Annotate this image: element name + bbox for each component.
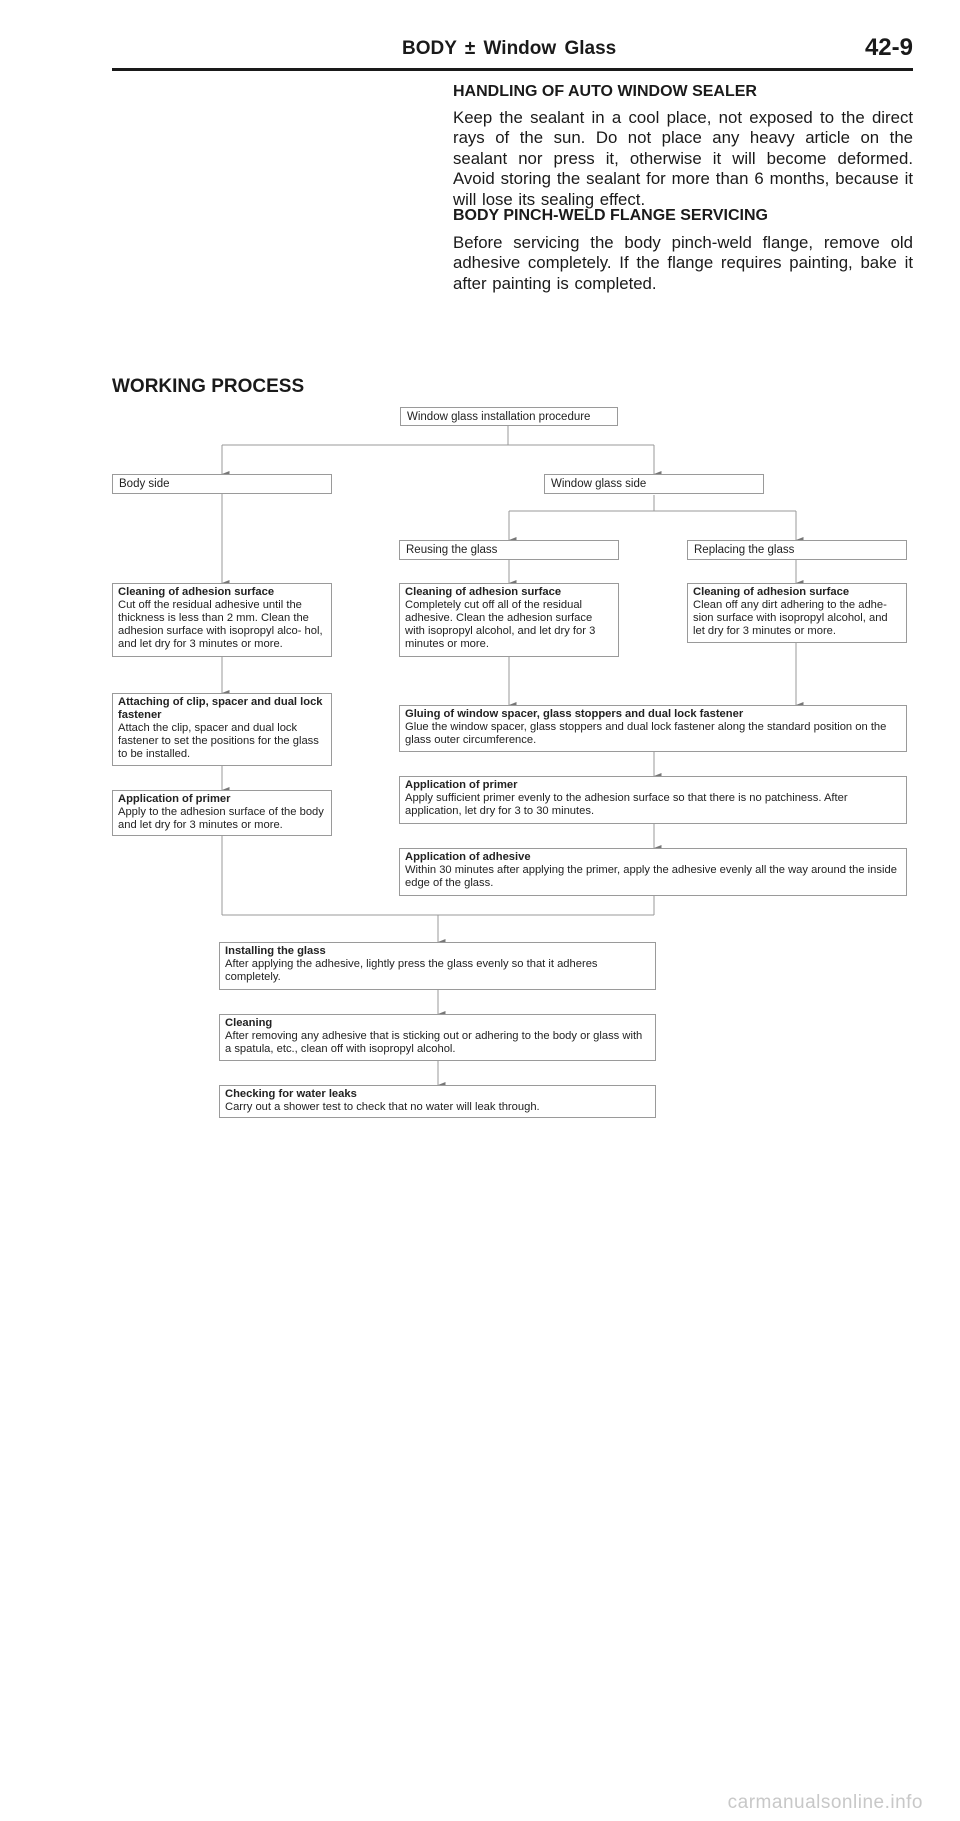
replacing-glass-label: Replacing the glass xyxy=(694,544,795,556)
step-text: Apply sufficient primer evenly to the adhesion surface so that there is no patchiness. After application, let dry for 3 to 30 minutes. xyxy=(405,792,848,817)
step-title: Cleaning of adhesion surface xyxy=(118,586,275,598)
step-text: Carry out a shower test to check that no water will leak through. xyxy=(225,1101,540,1113)
step-text: Within 30 minutes after applying the primer, apply the adhesive evenly all the way around the inside edge of the glass. xyxy=(405,864,897,889)
install-glass-box xyxy=(219,942,656,990)
step-title: Cleaning xyxy=(225,1017,273,1029)
sealer-paragraph: Keep the sealant in a cool place, not exposed to the direct rays of the sun. Do not place any heavy article on the sealant nor press it, otherwise it will become deformed. Avoid storing the sealant for more than 6 months, because it will lose its sealing effect. xyxy=(453,108,913,209)
body-cleaning-box xyxy=(112,583,332,657)
footer-watermark: carmanualsonline.info xyxy=(727,1792,923,1813)
step-title: Gluing of window spacer, glass stoppers and dual lock fastener xyxy=(405,708,744,720)
step-text: After removing any adhesive that is sticking out or adhering to the body or glass with a spatula, etc., clean off with isopropyl alcohol. xyxy=(225,1030,643,1055)
page-header-title: BODY ± Window Glass xyxy=(402,38,617,59)
sealer-heading: HANDLING OF AUTO WINDOW SEALER xyxy=(453,83,757,100)
procedure-label: Window glass installation procedure xyxy=(407,411,591,423)
step-title: Application of primer xyxy=(118,793,231,805)
step-text: Apply to the adhesion surface of the body and let dry for 3 minutes or more. xyxy=(118,806,324,831)
step-title: Attaching of clip, spacer and dual lock fastener xyxy=(118,696,323,721)
body-side-label: Body side xyxy=(119,478,170,490)
procedure-box xyxy=(400,407,618,426)
reusing-glass-box xyxy=(399,540,619,560)
step-title: Cleaning of adhesion surface xyxy=(693,586,850,598)
window-glass-side-box xyxy=(544,474,764,494)
step-text: Cut off the residual adhesive until the thickness is less than 2 mm. Clean the adhesion surface with isopropyl alco- hol, and let dry for 3 minutes or more. xyxy=(118,599,323,650)
step-title: Checking for water leaks xyxy=(225,1088,357,1100)
water-leak-check-box xyxy=(219,1085,656,1118)
step-text: Completely cut off all of the residual adhesive. Clean the adhesion surface with isopropyl alcohol, and let dry for 3 minutes or more. xyxy=(405,599,596,650)
step-text: After applying the adhesive, lightly press the glass evenly so that it adheres completely. xyxy=(225,958,598,983)
step-title: Application of primer xyxy=(405,779,518,791)
working-process-heading: WORKING PROCESS xyxy=(112,376,305,397)
body-primer-box xyxy=(112,790,332,836)
flange-heading: BODY PINCH-WELD FLANGE SERVICING xyxy=(453,207,768,224)
attach-clip-box xyxy=(112,693,332,766)
step-text: Glue the window spacer, glass stoppers and dual lock fastener along the standard position on the glass outer circumference. xyxy=(405,721,887,746)
cleaning-box xyxy=(219,1014,656,1061)
replacing-glass-box xyxy=(687,540,907,560)
page-number: 42-9 xyxy=(864,34,913,61)
step-text: Clean off any dirt adhering to the adhe- sion surface with isopropyl alcohol, and let dry for 3 minutes or more. xyxy=(693,599,888,637)
step-text: Attach the clip, spacer and dual lock fastener to set the positions for the glass to be installed. xyxy=(118,722,319,760)
glass-primer-box xyxy=(399,776,907,824)
body-side-box xyxy=(112,474,332,494)
step-title: Application of adhesive xyxy=(405,851,531,863)
gluing-box xyxy=(399,705,907,752)
reuse-cleaning-box xyxy=(399,583,619,657)
step-title: Cleaning of adhesion surface xyxy=(405,586,562,598)
replace-cleaning-box xyxy=(687,583,907,643)
step-title: Installing the glass xyxy=(225,945,326,957)
reusing-glass-label: Reusing the glass xyxy=(406,544,498,556)
adhesive-box xyxy=(399,848,907,896)
window-glass-side-label: Window glass side xyxy=(551,478,647,490)
flange-paragraph: Before servicing the body pinch-weld flange, remove old adhesive completely. If the flange requires painting, bake it after painting is completed. xyxy=(453,233,913,293)
